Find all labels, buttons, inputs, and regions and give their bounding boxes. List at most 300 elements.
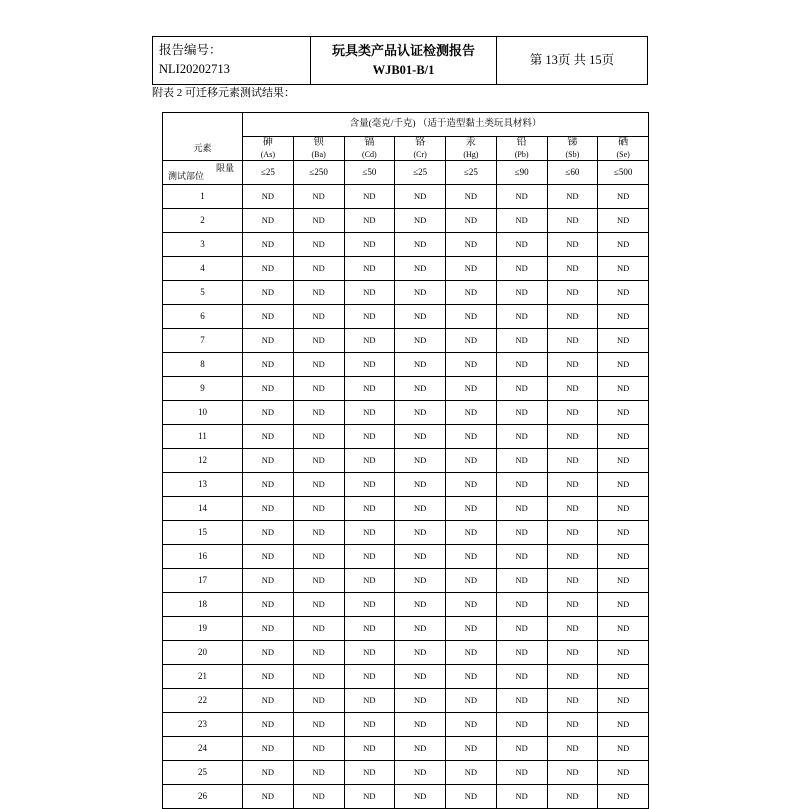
- result-cell: ND: [344, 233, 395, 257]
- result-cell: ND: [547, 521, 598, 545]
- result-cell: ND: [446, 233, 497, 257]
- result-cell: ND: [598, 785, 649, 809]
- result-cell: ND: [293, 377, 344, 401]
- row-position-label: 12: [163, 449, 243, 473]
- result-cell: ND: [496, 761, 547, 785]
- row-position-label: 26: [163, 785, 243, 809]
- table-row: [163, 665, 649, 689]
- result-cell: ND: [598, 689, 649, 713]
- table-span-header-row: [163, 113, 649, 137]
- result-cell: ND: [547, 329, 598, 353]
- element-header-cell: [293, 137, 344, 161]
- result-cell: ND: [293, 761, 344, 785]
- report-header: [152, 36, 648, 85]
- result-cell: ND: [243, 305, 294, 329]
- table-row: [163, 641, 649, 665]
- table-row: [163, 305, 649, 329]
- result-cell: ND: [496, 233, 547, 257]
- result-cell: ND: [598, 425, 649, 449]
- element-symbol: (Sb): [565, 149, 580, 159]
- result-cell: ND: [547, 545, 598, 569]
- result-cell: ND: [293, 401, 344, 425]
- result-cell: ND: [293, 689, 344, 713]
- result-cell: ND: [395, 281, 446, 305]
- result-cell: ND: [243, 185, 294, 209]
- result-cell: ND: [446, 425, 497, 449]
- result-cell: ND: [598, 353, 649, 377]
- result-cell: ND: [446, 569, 497, 593]
- report-title-code: WJB01-B/1: [372, 62, 435, 77]
- result-cell: ND: [243, 737, 294, 761]
- element-name: 镉: [364, 137, 375, 149]
- result-cell: ND: [496, 353, 547, 377]
- element-header-cell: [395, 137, 446, 161]
- element-symbol: (As): [260, 149, 275, 159]
- result-cell: ND: [243, 329, 294, 353]
- result-cell: ND: [243, 353, 294, 377]
- result-cell: ND: [547, 737, 598, 761]
- table-row: [163, 521, 649, 545]
- table-element-header-row: [163, 137, 649, 161]
- result-cell: ND: [446, 737, 497, 761]
- result-cell: ND: [395, 425, 446, 449]
- result-cell: ND: [496, 305, 547, 329]
- result-cell: ND: [446, 545, 497, 569]
- table-row: [163, 785, 649, 809]
- result-cell: ND: [395, 569, 446, 593]
- result-cell: ND: [344, 785, 395, 809]
- report-title: 玩具类产品认证检测报告: [331, 43, 475, 59]
- row-position-label: 13: [163, 473, 243, 497]
- result-cell: ND: [547, 641, 598, 665]
- result-cell: ND: [293, 569, 344, 593]
- result-cell: ND: [598, 401, 649, 425]
- result-cell: ND: [395, 641, 446, 665]
- row-position-label: 3: [163, 233, 243, 257]
- table-row: [163, 617, 649, 641]
- result-cell: ND: [446, 449, 497, 473]
- result-cell: ND: [547, 569, 598, 593]
- result-cell: ND: [344, 497, 395, 521]
- result-cell: ND: [496, 593, 547, 617]
- result-cell: ND: [547, 233, 598, 257]
- result-cell: ND: [344, 281, 395, 305]
- result-cell: ND: [598, 545, 649, 569]
- result-cell: ND: [243, 569, 294, 593]
- result-cell: ND: [293, 521, 344, 545]
- result-cell: ND: [344, 305, 395, 329]
- result-cell: ND: [293, 353, 344, 377]
- result-cell: ND: [243, 281, 294, 305]
- result-cell: ND: [293, 305, 344, 329]
- row-position-label: 5: [163, 281, 243, 305]
- element-name: 钡: [313, 137, 324, 149]
- result-cell: ND: [344, 641, 395, 665]
- result-cell: ND: [446, 305, 497, 329]
- result-cell: ND: [547, 377, 598, 401]
- table-row: [163, 737, 649, 761]
- table-row: [163, 569, 649, 593]
- result-cell: ND: [547, 209, 598, 233]
- element-symbol: (Ba): [311, 149, 326, 159]
- result-cell: ND: [344, 593, 395, 617]
- row-position-label: 24: [163, 737, 243, 761]
- row-position-label: 25: [163, 761, 243, 785]
- result-cell: ND: [344, 329, 395, 353]
- element-name: 锑: [567, 137, 578, 149]
- result-cell: ND: [598, 713, 649, 737]
- result-cell: ND: [598, 257, 649, 281]
- result-cell: ND: [293, 593, 344, 617]
- table-row: [163, 593, 649, 617]
- result-cell: ND: [496, 329, 547, 353]
- result-cell: ND: [243, 545, 294, 569]
- result-cell: ND: [243, 521, 294, 545]
- row-position-label: 19: [163, 617, 243, 641]
- element-name: 铅: [516, 137, 527, 149]
- result-cell: ND: [547, 785, 598, 809]
- result-cell: ND: [395, 497, 446, 521]
- result-cell: ND: [395, 185, 446, 209]
- result-cell: ND: [496, 425, 547, 449]
- limit-label: 限量: [215, 163, 234, 173]
- result-cell: ND: [446, 521, 497, 545]
- result-cell: ND: [496, 617, 547, 641]
- result-cell: ND: [293, 281, 344, 305]
- result-cell: ND: [446, 209, 497, 233]
- result-cell: ND: [598, 665, 649, 689]
- result-cell: ND: [344, 569, 395, 593]
- element-header-cell: [344, 137, 395, 161]
- result-cell: ND: [344, 377, 395, 401]
- result-cell: ND: [446, 377, 497, 401]
- result-cell: ND: [446, 353, 497, 377]
- result-cell: ND: [496, 641, 547, 665]
- table-row: [163, 713, 649, 737]
- result-cell: ND: [395, 593, 446, 617]
- result-cell: ND: [243, 209, 294, 233]
- result-cell: ND: [243, 473, 294, 497]
- result-cell: ND: [598, 521, 649, 545]
- result-cell: ND: [496, 449, 547, 473]
- result-cell: ND: [547, 281, 598, 305]
- result-cell: ND: [598, 761, 649, 785]
- table-row: [163, 233, 649, 257]
- result-cell: ND: [293, 257, 344, 281]
- element-limit-cell: ≤25: [446, 161, 497, 185]
- test-position-label: 测试部位: [168, 170, 205, 181]
- result-cell: ND: [395, 257, 446, 281]
- result-cell: ND: [547, 761, 598, 785]
- report-number-value: NLI20202713: [159, 62, 230, 77]
- element-header-cell: [446, 137, 497, 161]
- element-symbol: (Cr): [413, 149, 427, 159]
- result-cell: ND: [598, 617, 649, 641]
- result-cell: ND: [344, 617, 395, 641]
- result-cell: ND: [344, 473, 395, 497]
- table-row: [163, 689, 649, 713]
- result-cell: ND: [547, 353, 598, 377]
- result-cell: ND: [395, 665, 446, 689]
- row-position-label: 21: [163, 665, 243, 689]
- result-cell: ND: [446, 689, 497, 713]
- result-cell: ND: [598, 737, 649, 761]
- result-cell: ND: [395, 545, 446, 569]
- result-cell: ND: [293, 473, 344, 497]
- row-position-label: 1: [163, 185, 243, 209]
- report-number-label: 报告编号：: [159, 43, 222, 57]
- result-cell: ND: [547, 689, 598, 713]
- result-cell: ND: [395, 689, 446, 713]
- result-cell: ND: [496, 401, 547, 425]
- result-cell: ND: [496, 377, 547, 401]
- row-position-label: 22: [163, 689, 243, 713]
- result-cell: ND: [395, 209, 446, 233]
- result-cell: ND: [344, 425, 395, 449]
- row-position-label: 4: [163, 257, 243, 281]
- result-cell: ND: [496, 521, 547, 545]
- result-cell: ND: [547, 593, 598, 617]
- row-position-label: 10: [163, 401, 243, 425]
- result-cell: ND: [496, 185, 547, 209]
- result-cell: ND: [446, 257, 497, 281]
- result-cell: ND: [598, 641, 649, 665]
- element-limit-cell: ≤90: [496, 161, 547, 185]
- element-limit-cell: ≤500: [598, 161, 649, 185]
- result-cell: ND: [446, 593, 497, 617]
- element-name: 汞: [465, 137, 476, 149]
- result-cell: ND: [547, 257, 598, 281]
- content-units-header: 含量(毫克/千克) （适于造型黏土类玩具材料）: [243, 113, 649, 137]
- result-cell: ND: [344, 761, 395, 785]
- result-cell: ND: [243, 593, 294, 617]
- result-cell: ND: [344, 689, 395, 713]
- element-limit-cell: ≤50: [344, 161, 395, 185]
- result-cell: ND: [293, 497, 344, 521]
- result-cell: ND: [243, 761, 294, 785]
- limit-position-split-cell: [163, 161, 243, 185]
- result-cell: ND: [547, 305, 598, 329]
- table-row: [163, 185, 649, 209]
- result-cell: ND: [446, 473, 497, 497]
- table-row: [163, 497, 649, 521]
- result-cell: ND: [446, 497, 497, 521]
- result-cell: ND: [547, 497, 598, 521]
- result-cell: ND: [547, 401, 598, 425]
- row-position-label: 8: [163, 353, 243, 377]
- result-cell: ND: [395, 473, 446, 497]
- element-header-cell: [243, 137, 294, 161]
- result-cell: ND: [243, 425, 294, 449]
- result-cell: ND: [446, 665, 497, 689]
- result-cell: ND: [395, 713, 446, 737]
- result-cell: ND: [293, 329, 344, 353]
- element-symbol: (Hg): [463, 149, 479, 159]
- element-symbol: (Pb): [514, 149, 529, 159]
- corner-blank-cell: [163, 113, 243, 137]
- page-info-cell: [497, 37, 647, 84]
- row-position-label: 23: [163, 713, 243, 737]
- result-cell: ND: [293, 233, 344, 257]
- element-header-cell: [496, 137, 547, 161]
- result-cell: ND: [598, 281, 649, 305]
- results-table-wrapper: [162, 112, 649, 809]
- result-cell: ND: [598, 497, 649, 521]
- page-info: 第 13页 共 15页: [529, 53, 615, 67]
- result-cell: ND: [446, 401, 497, 425]
- result-cell: ND: [344, 713, 395, 737]
- row-position-label: 17: [163, 569, 243, 593]
- result-cell: ND: [293, 185, 344, 209]
- result-cell: ND: [243, 713, 294, 737]
- result-cell: ND: [446, 785, 497, 809]
- element-header-cell: [598, 137, 649, 161]
- result-cell: ND: [243, 785, 294, 809]
- result-cell: ND: [243, 497, 294, 521]
- result-cell: ND: [598, 569, 649, 593]
- result-cell: ND: [395, 377, 446, 401]
- result-cell: ND: [598, 473, 649, 497]
- table-row: [163, 353, 649, 377]
- result-cell: ND: [496, 665, 547, 689]
- result-cell: ND: [446, 329, 497, 353]
- result-cell: ND: [496, 473, 547, 497]
- result-cell: ND: [496, 737, 547, 761]
- result-cell: ND: [598, 233, 649, 257]
- result-cell: ND: [344, 521, 395, 545]
- report-number-cell: [153, 37, 311, 84]
- result-cell: ND: [395, 353, 446, 377]
- table-caption: 附表 2 可迁移元素测试结果：: [152, 87, 295, 99]
- result-cell: ND: [598, 185, 649, 209]
- result-cell: ND: [496, 281, 547, 305]
- table-row: [163, 281, 649, 305]
- row-position-label: 16: [163, 545, 243, 569]
- result-cell: ND: [293, 545, 344, 569]
- result-cell: ND: [395, 449, 446, 473]
- result-cell: ND: [395, 737, 446, 761]
- result-cell: ND: [547, 713, 598, 737]
- result-cell: ND: [496, 569, 547, 593]
- result-cell: ND: [496, 257, 547, 281]
- element-column-header: 元素: [163, 137, 243, 161]
- result-cell: ND: [293, 785, 344, 809]
- result-cell: ND: [344, 401, 395, 425]
- table-row: [163, 257, 649, 281]
- result-cell: ND: [547, 665, 598, 689]
- result-cell: ND: [598, 449, 649, 473]
- result-cell: ND: [598, 377, 649, 401]
- table-row: [163, 761, 649, 785]
- result-cell: ND: [395, 401, 446, 425]
- element-symbol: (Cd): [362, 149, 377, 159]
- result-cell: ND: [243, 233, 294, 257]
- table-row: [163, 401, 649, 425]
- result-cell: ND: [243, 689, 294, 713]
- result-cell: ND: [243, 377, 294, 401]
- result-cell: ND: [395, 233, 446, 257]
- result-cell: ND: [496, 545, 547, 569]
- result-cell: ND: [293, 713, 344, 737]
- result-cell: ND: [496, 785, 547, 809]
- result-cell: ND: [547, 449, 598, 473]
- table-limit-row: [163, 161, 649, 185]
- result-cell: ND: [446, 617, 497, 641]
- result-cell: ND: [395, 785, 446, 809]
- row-position-label: 6: [163, 305, 243, 329]
- row-position-label: 18: [163, 593, 243, 617]
- result-cell: ND: [547, 425, 598, 449]
- element-limit-cell: ≤25: [395, 161, 446, 185]
- result-cell: ND: [344, 449, 395, 473]
- table-row: [163, 329, 649, 353]
- result-cell: ND: [293, 665, 344, 689]
- result-cell: ND: [293, 737, 344, 761]
- result-cell: ND: [293, 425, 344, 449]
- result-cell: ND: [547, 473, 598, 497]
- result-cell: ND: [243, 665, 294, 689]
- table-row: [163, 377, 649, 401]
- result-cell: ND: [496, 713, 547, 737]
- table-row: [163, 209, 649, 233]
- element-header-cell: [547, 137, 598, 161]
- result-cell: ND: [395, 521, 446, 545]
- result-cell: ND: [243, 401, 294, 425]
- row-position-label: 14: [163, 497, 243, 521]
- result-cell: ND: [395, 329, 446, 353]
- result-cell: ND: [395, 305, 446, 329]
- result-cell: ND: [344, 353, 395, 377]
- row-position-label: 15: [163, 521, 243, 545]
- table-row: [163, 449, 649, 473]
- result-cell: ND: [293, 641, 344, 665]
- result-cell: ND: [344, 185, 395, 209]
- result-cell: ND: [598, 209, 649, 233]
- result-cell: ND: [446, 713, 497, 737]
- table-row: [163, 545, 649, 569]
- result-cell: ND: [446, 641, 497, 665]
- table-row: [163, 473, 649, 497]
- element-name: 砷: [262, 137, 273, 149]
- result-cell: ND: [446, 185, 497, 209]
- result-cell: ND: [598, 593, 649, 617]
- result-cell: ND: [496, 209, 547, 233]
- element-limit-cell: ≤60: [547, 161, 598, 185]
- element-limit-cell: ≤250: [293, 161, 344, 185]
- result-cell: ND: [395, 761, 446, 785]
- report-title-cell: [311, 37, 497, 84]
- table-row: [163, 425, 649, 449]
- result-cell: ND: [293, 449, 344, 473]
- result-cell: ND: [243, 641, 294, 665]
- result-cell: ND: [344, 209, 395, 233]
- result-cell: ND: [293, 617, 344, 641]
- result-cell: ND: [243, 257, 294, 281]
- element-name: 硒: [618, 137, 629, 149]
- result-cell: ND: [395, 617, 446, 641]
- result-cell: ND: [547, 617, 598, 641]
- result-cell: ND: [344, 665, 395, 689]
- result-cell: ND: [344, 545, 395, 569]
- result-cell: ND: [344, 257, 395, 281]
- result-cell: ND: [243, 617, 294, 641]
- row-position-label: 9: [163, 377, 243, 401]
- result-cell: ND: [446, 761, 497, 785]
- element-limit-cell: ≤25: [243, 161, 294, 185]
- row-position-label: 7: [163, 329, 243, 353]
- element-symbol: (Se): [616, 149, 630, 159]
- row-position-label: 20: [163, 641, 243, 665]
